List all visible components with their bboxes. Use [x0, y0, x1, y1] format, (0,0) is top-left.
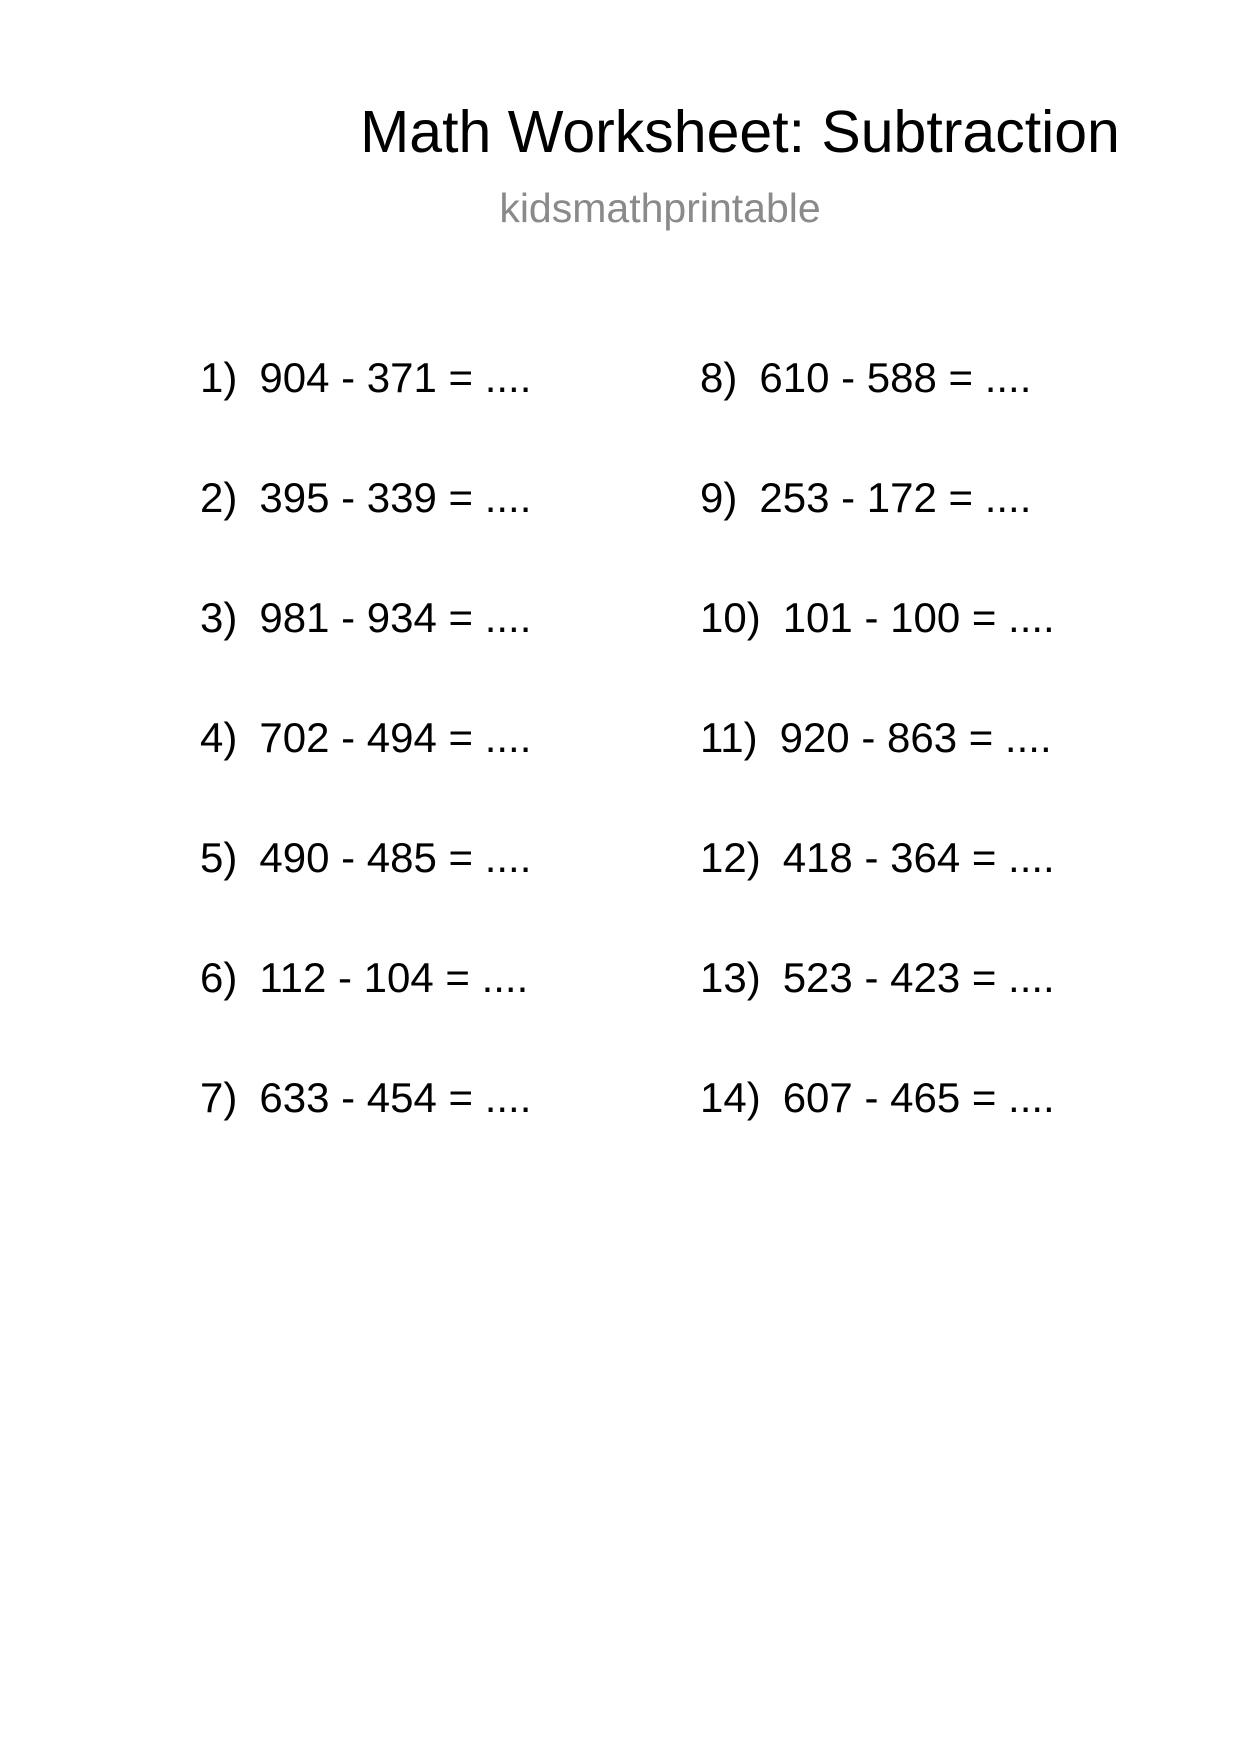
problem-number: 5): [200, 834, 238, 881]
problem-number: 9): [700, 474, 738, 521]
problem-item: [700, 1068, 1220, 1188]
problem-item: [700, 948, 1220, 1068]
problem-expression: 490 - 485 = ....: [259, 834, 532, 881]
problem-number: 7): [200, 1074, 238, 1121]
problem-number: 1): [200, 354, 238, 401]
problem-item: [200, 588, 720, 708]
problems-column-right: [700, 348, 1220, 1188]
problem-item: [200, 468, 720, 588]
problem-item: [200, 1068, 720, 1188]
problem-item: [700, 708, 1220, 828]
problem-item: [200, 948, 720, 1068]
page-title: Math Worksheet: Subtraction: [360, 99, 1120, 165]
problem-expression: 610 - 588 = ....: [759, 354, 1032, 401]
problem-item: [700, 468, 1220, 588]
problem-item: [700, 828, 1220, 948]
problem-expression: 702 - 494 = ....: [259, 714, 532, 761]
problem-expression: 920 - 863 = ....: [779, 714, 1052, 761]
problem-number: 8): [700, 354, 738, 401]
problem-number: 2): [200, 474, 238, 521]
problem-expression: 101 - 100 = ....: [782, 594, 1055, 641]
problem-number: 6): [200, 954, 238, 1001]
problem-number: 3): [200, 594, 238, 641]
problem-expression: 253 - 172 = ....: [759, 474, 1032, 521]
problem-expression: 395 - 339 = ....: [259, 474, 532, 521]
page-subtitle: kidsmathprintable: [499, 185, 821, 231]
problem-expression: 607 - 465 = ....: [782, 1074, 1055, 1121]
problem-item: [700, 588, 1220, 708]
problem-item: [200, 708, 720, 828]
problem-number: 10): [700, 594, 761, 641]
problem-expression: 523 - 423 = ....: [782, 954, 1055, 1001]
problem-number: 4): [200, 714, 238, 761]
problem-number: 14): [700, 1074, 761, 1121]
problem-number: 11): [700, 714, 758, 761]
problems-column-left: [200, 348, 720, 1188]
problem-expression: 981 - 934 = ....: [259, 594, 532, 641]
problem-expression: 904 - 371 = ....: [259, 354, 532, 401]
problem-item: [700, 348, 1220, 468]
problem-item: [200, 348, 720, 468]
problem-expression: 112 - 104 = ....: [259, 954, 529, 1001]
problem-number: 12): [700, 834, 761, 881]
problem-item: [200, 828, 720, 948]
problem-expression: 633 - 454 = ....: [259, 1074, 532, 1121]
problem-number: 13): [700, 954, 761, 1001]
problem-expression: 418 - 364 = ....: [782, 834, 1055, 881]
